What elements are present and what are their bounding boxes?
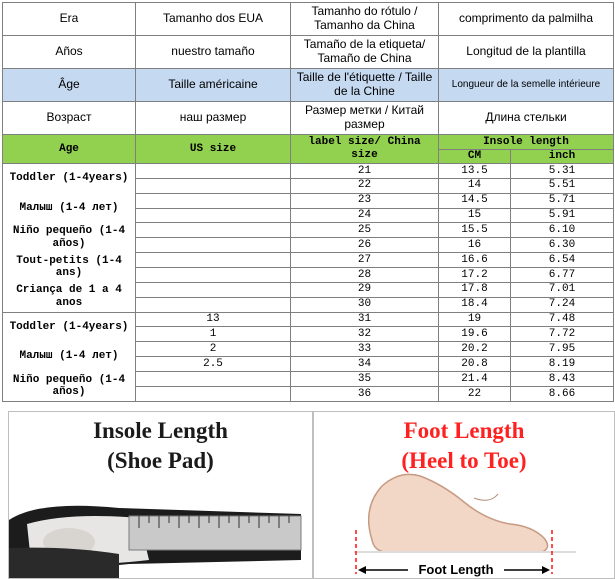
lang-cell: Tamaño de la etiqueta/ Tamaño de China	[291, 36, 439, 69]
us-size-cell: 2	[136, 342, 291, 357]
insole-length-panel	[8, 411, 313, 579]
inch-cell: 7.48	[511, 312, 614, 327]
lang-cell: Años	[3, 36, 136, 69]
age-header: Age	[3, 135, 136, 164]
cm-cell: 16.6	[439, 253, 511, 268]
lang-cell: comprimento da palmilha	[439, 3, 614, 36]
cm-cell: 14	[439, 178, 511, 193]
insole-title-line-2: (Shoe Pad)	[107, 448, 214, 473]
us-size-cell	[136, 164, 291, 179]
lang-row-ru	[3, 102, 614, 135]
us-size-cell	[136, 253, 291, 268]
label-size-cell: 30	[291, 297, 439, 312]
label-size-header: label size/ China size	[291, 135, 439, 164]
cm-cell: 14.5	[439, 193, 511, 208]
cm-header: CM	[439, 150, 511, 164]
age-label: Toddler (1-4years)	[9, 320, 129, 333]
insole-measure-illustration	[9, 412, 313, 579]
inch-cell: 8.19	[511, 357, 614, 372]
foot-outline-illustration	[314, 412, 615, 579]
inch-cell: 7.95	[511, 342, 614, 357]
us-size-cell	[136, 387, 291, 402]
label-size-cell: 23	[291, 193, 439, 208]
label-size-cell: 29	[291, 282, 439, 297]
us-size-header: US size	[136, 135, 291, 164]
us-size-cell	[136, 223, 291, 238]
lang-cell: Длина стельки	[439, 102, 614, 135]
inch-cell: 8.66	[511, 387, 614, 402]
age-label: Niño pequeño (1-4 años)	[12, 373, 126, 399]
us-size-cell: 2.5	[136, 357, 291, 372]
age-group-cell	[3, 164, 136, 313]
cm-cell: 19.6	[439, 327, 511, 342]
inch-cell: 5.71	[511, 193, 614, 208]
us-size-cell: 1	[136, 327, 291, 342]
lang-cell: Размер метки / Китай размер	[291, 102, 439, 135]
lang-cell: Longueur de la semelle intérieure	[439, 69, 614, 102]
us-size-cell	[136, 282, 291, 297]
inch-cell: 6.77	[511, 267, 614, 282]
us-size-cell	[136, 178, 291, 193]
foot-title-line-1: Foot Length	[403, 418, 525, 443]
lang-cell: Era	[3, 3, 136, 36]
label-size-cell: 34	[291, 357, 439, 372]
table-row	[3, 164, 614, 179]
inch-cell: 6.54	[511, 253, 614, 268]
lang-cell: Longitud de la plantilla	[439, 36, 614, 69]
tape-measure-icon	[129, 516, 301, 550]
cm-cell: 17.8	[439, 282, 511, 297]
inch-cell: 6.10	[511, 223, 614, 238]
lang-cell: Âge	[3, 69, 136, 102]
us-size-cell: 13	[136, 312, 291, 327]
inch-cell: 5.91	[511, 208, 614, 223]
lang-cell: Tamanho do rótulo / Tamanho da China	[291, 3, 439, 36]
inch-cell: 5.31	[511, 164, 614, 179]
age-label: Tout-petits (1-4 ans)	[16, 254, 122, 280]
label-size-cell: 36	[291, 387, 439, 402]
label-size-cell: 32	[291, 327, 439, 342]
label-size-cell: 28	[291, 267, 439, 282]
age-group-cell	[3, 312, 136, 402]
lang-cell: Tamanho dos EUA	[136, 3, 291, 36]
lang-cell: Возраст	[3, 102, 136, 135]
lang-row-es	[3, 36, 614, 69]
us-size-cell	[136, 193, 291, 208]
label-size-cell: 31	[291, 312, 439, 327]
lang-cell: Taille américaine	[136, 69, 291, 102]
cm-cell: 22	[439, 387, 511, 402]
insole-title-line-1: Insole Length	[93, 418, 228, 443]
header-row	[3, 135, 614, 150]
age-label: Toddler (1-4years)	[9, 172, 129, 185]
cm-cell: 20.2	[439, 342, 511, 357]
us-size-cell	[136, 208, 291, 223]
label-size-cell: 27	[291, 253, 439, 268]
lang-cell: nuestro tamaño	[136, 36, 291, 69]
age-label: Niño pequeño (1-4 años)	[12, 225, 126, 250]
cm-cell: 13.5	[439, 164, 511, 179]
us-size-cell	[136, 297, 291, 312]
cm-cell: 21.4	[439, 372, 511, 387]
inch-cell: 6.30	[511, 238, 614, 253]
inch-cell: 7.24	[511, 297, 614, 312]
label-size-cell: 35	[291, 372, 439, 387]
foot-icon	[369, 474, 548, 552]
label-size-cell: 24	[291, 208, 439, 223]
lang-row-fr	[3, 69, 614, 102]
age-label: Criança de 1 a 4 anos	[16, 284, 122, 309]
insole-length-header: Insole length	[439, 135, 614, 150]
inch-cell: 7.01	[511, 282, 614, 297]
foot-length-caption: Foot Length	[418, 562, 494, 577]
inch-header: inch	[511, 150, 614, 164]
cm-cell: 19	[439, 312, 511, 327]
us-size-cell	[136, 267, 291, 282]
label-size-cell: 26	[291, 238, 439, 253]
lang-row-pt	[3, 3, 614, 36]
foot-title-line-2: (Heel to Toe)	[401, 448, 527, 473]
lang-cell: Taille de l'étiquette / Taille de la Chine	[291, 69, 439, 102]
us-size-cell	[136, 238, 291, 253]
cm-cell: 18.4	[439, 297, 511, 312]
cm-cell: 15.5	[439, 223, 511, 238]
age-label: Малыш (1-4 лет)	[19, 201, 119, 214]
cm-cell: 20.8	[439, 357, 511, 372]
inch-cell: 7.72	[511, 327, 614, 342]
cm-cell: 17.2	[439, 267, 511, 282]
label-size-cell: 25	[291, 223, 439, 238]
cm-cell: 16	[439, 238, 511, 253]
label-size-cell: 21	[291, 164, 439, 179]
inch-cell: 8.43	[511, 372, 614, 387]
size-chart-table	[2, 2, 614, 402]
age-label: Малыш (1-4 лет)	[19, 350, 119, 363]
label-size-cell: 33	[291, 342, 439, 357]
label-size-cell: 22	[291, 178, 439, 193]
table-row	[3, 312, 614, 327]
cm-cell: 15	[439, 208, 511, 223]
inch-cell: 5.51	[511, 178, 614, 193]
us-size-cell	[136, 372, 291, 387]
lang-cell: наш размер	[136, 102, 291, 135]
foot-length-panel	[313, 411, 615, 579]
